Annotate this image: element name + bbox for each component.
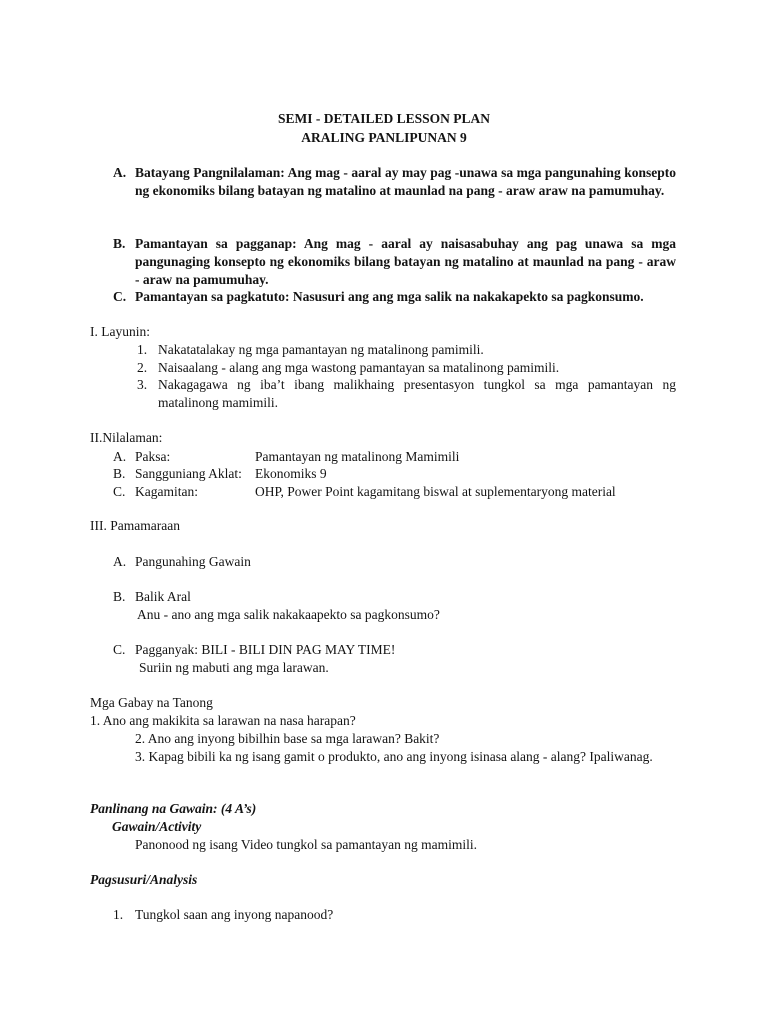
standard-a-marker: A. <box>113 165 127 180</box>
nilalaman-a-label: Paksa: <box>135 449 171 464</box>
standard-c-text: Pamantayan sa pagkatuto: Nasusuri ang ang mga salik na nakakapekto sa pagkonsumo. <box>135 289 644 304</box>
pagsusuri-heading: Pagsusuri/Analysis <box>90 872 198 887</box>
pamamaraan-c-detail: Suriin ng mabuti ang mga larawan. <box>139 660 329 675</box>
document-title: SEMI - DETAILED LESSON PLAN <box>277 111 491 126</box>
pamamaraan-a-label: Pangunahing Gawain <box>135 554 251 569</box>
standard-b-text: Pamantayan sa pagganap: Ang mag - aaral ay naisasabuhay ang pag unawa sa mga pangunaging konsepto ng ekonomiks bilang batayan ng matalino at maunlad na pang - araw - araw na pamumuhay. <box>135 236 676 287</box>
pamamaraan-c-marker: C. <box>113 642 126 657</box>
pamamaraan-b-detail: Anu - ano ang mga salik nakakaapekto sa pagkonsumo? <box>137 607 440 622</box>
gabay-question-2: 2. Ano ang inyong bibilhin base sa mga larawan? Bakit? <box>135 731 440 746</box>
panlinang-heading: Panlinang na Gawain: (4 A’s) <box>90 801 257 816</box>
document-subject: ARALING PANLIPUNAN 9 <box>301 130 467 145</box>
layunin-heading: I. Layunin: <box>90 324 150 339</box>
pamamaraan-b-label: Balik Aral <box>135 589 191 604</box>
layunin-item-1-text: Nakatatalakay ng mga pamantayan ng matalinong pamimili. <box>158 342 484 357</box>
pamamaraan-c-label: Pagganyak: BILI - BILI DIN PAG MAY TIME! <box>135 642 396 657</box>
nilalaman-a-marker: A. <box>113 449 127 464</box>
nilalaman-c-value: OHP, Power Point kagamitang biswal at suplementaryong material <box>255 484 616 499</box>
standard-b-marker: B. <box>113 236 126 251</box>
layunin-item-1-number: 1. <box>137 342 148 357</box>
nilalaman-b-marker: B. <box>113 466 126 481</box>
nilalaman-c-marker: C. <box>113 484 126 499</box>
pamamaraan-b-marker: B. <box>113 589 126 604</box>
gawain-activity-heading: Gawain/Activity <box>112 819 202 834</box>
layunin-item-3-text: Nakagagawa ng iba’t ibang malikhaing presentasyon tungkol sa mga pamantayan ng matalinong mamimili. <box>158 377 676 410</box>
pagsusuri-item-1-text: Tungkol saan ang inyong napanood? <box>135 907 334 922</box>
layunin-item-3-number: 3. <box>137 377 148 392</box>
nilalaman-a-value: Pamantayan ng matalinong Mamimili <box>255 449 460 464</box>
layunin-item-2-number: 2. <box>137 360 148 375</box>
nilalaman-b-value: Ekonomiks 9 <box>255 466 327 481</box>
gabay-question-1: 1. Ano ang makikita sa larawan na nasa harapan? <box>90 713 356 728</box>
nilalaman-c-label: Kagamitan: <box>135 484 198 499</box>
gawain-activity-text: Panonood ng isang Video tungkol sa pamantayan ng mamimili. <box>135 837 478 852</box>
pagsusuri-item-1-number: 1. <box>113 907 124 922</box>
layunin-item-2-text: Naisaalang - alang ang mga wastong pamantayan sa matalinong pamimili. <box>158 360 560 375</box>
gabay-question-3: 3. Kapag bibili ka ng isang gamit o produkto, ano ang inyong isinasa alang - alang? Ipaliwanag. <box>135 749 653 764</box>
standard-a-text: Batayang Pangnilalaman: Ang mag - aaral ay may pag -unawa sa mga pangunahing konsepto ng ekonomiks bilang batayan ng matalino at maunlad na pang - araw araw na pamumuhay. <box>135 165 676 198</box>
nilalaman-b-label: Sangguniang Aklat: <box>135 466 242 481</box>
nilalaman-heading: II.Nilalaman: <box>90 430 163 445</box>
pamamaraan-heading: III. Pamamaraan <box>90 518 180 533</box>
gabay-heading: Mga Gabay na Tanong <box>90 695 213 710</box>
standard-c-marker: C. <box>113 289 127 304</box>
pamamaraan-a-marker: A. <box>113 554 127 569</box>
